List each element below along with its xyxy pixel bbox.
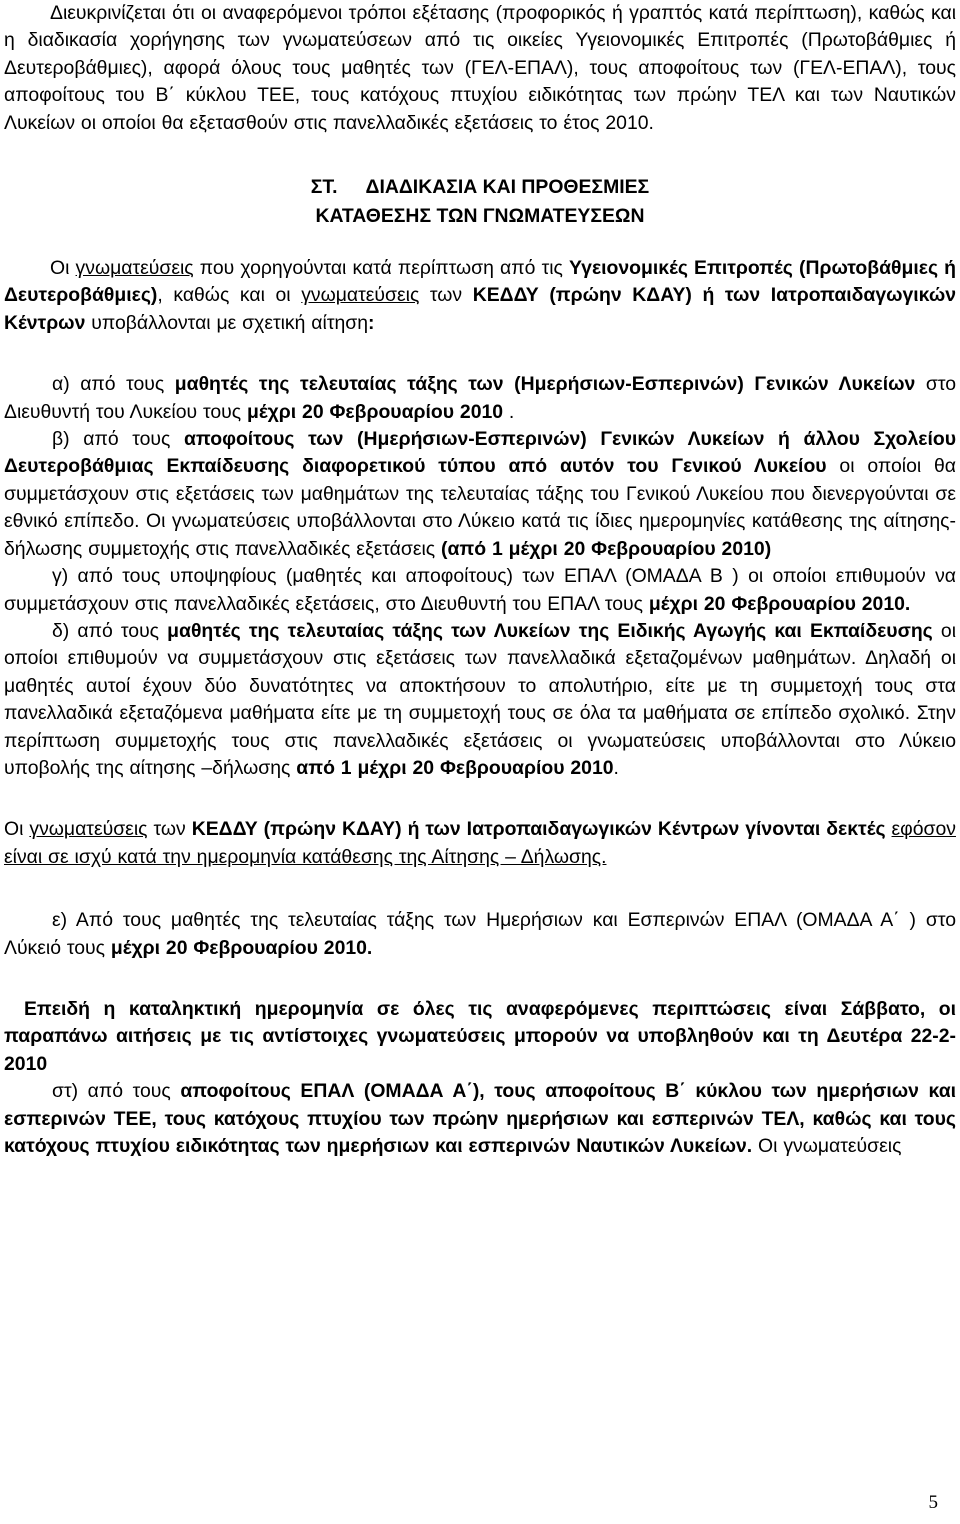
text-run: στ) από τους: [52, 1080, 181, 1103]
bold-run: ΚΕΔΔΥ (πρώην ΚΔΑΥ) ή των Ιατροπαιδαγωγικών Κέντρων: [4, 284, 957, 334]
underlined-run: γνωματεύσεις: [75, 257, 194, 280]
text-run: γ) από τους υποψηφίους (μαθητές και αποφοίτους) των ΕΠΑΛ (ΟΜΑΔΑ Β ) οι οποίοι επιθυμούν να συμμετάσχουν στις πανελλαδικές εξετάσεις, στο Διευθυντή του ΕΠΑΛ τους: [4, 565, 956, 615]
text-run: .: [503, 400, 515, 423]
bold-run: μέχρι 20 Φεβρουαρίου 2010.: [648, 592, 911, 615]
submission-paragraph: [4, 255, 956, 337]
underlined-run: γνωματεύσεις: [301, 284, 420, 307]
item-st-paragraph: [4, 1078, 956, 1160]
text-run: Οι γνωματεύσεις: [752, 1135, 902, 1157]
item-d-paragraph: [4, 618, 956, 782]
bold-run: Υγειονομικές Επιτροπές (Πρωτοβάθμιες ή Δευτεροβάθμιες): [4, 257, 957, 307]
section-title-2: ΚΑΤΑΘΕΣΗΣ ΤΩΝ ΓΝΩΜΑΤΕΥΣΕΩΝ: [315, 205, 645, 228]
text-run: υποβάλλονται με σχετική αίτηση: [85, 311, 369, 334]
item-e-paragraph: [4, 907, 956, 962]
item-a-paragraph: [4, 371, 956, 426]
text-run: που χορηγούνται κατά περίπτωση από τις: [193, 257, 570, 280]
bold-run: μαθητές της τελευταίας τάξης των Λυκείων της Ειδικής Αγωγής και Εκπαίδευσης: [167, 619, 933, 642]
underlined-run: εφόσον είναι σε ισχύ κατά την ημερομηνία κατάθεσης της Αίτησης – Δήλωσης.: [4, 818, 956, 868]
item-b-paragraph: [4, 426, 956, 563]
section-number: ΣΤ.: [310, 176, 338, 199]
section-heading: [4, 173, 956, 231]
text-run: , καθώς και οι: [157, 284, 302, 307]
text-run: οι οποίοι θα συμμετάσχουν στις εξετάσεις των μαθημάτων της τελευταίας τάξης του Γενικού Λυκείου που διενεργούνται σε εθνικό επίπεδο. Οι γνωματεύσεις υποβάλλονται στο Λύκειο κατά τις ίδιες ημερομηνίες κατάθεσης της αίτησης-δήλωσης συμμετοχής στις πανελλαδικές εξετάσεις: [4, 455, 956, 560]
document-body: [4, 0, 956, 1160]
saturday-note-paragraph: [4, 996, 956, 1078]
bold-run: μέχρι 20 Φεβρουαρίου 2010.: [110, 936, 373, 959]
text-run: δ) από τους: [52, 619, 168, 642]
bold-run: αποφοίτους ΕΠΑΛ (ΟΜΑΔΑ Α΄), τους αποφοίτους Β΄ κύκλου των ημερήσιων και εσπερινών ΤΕΕ, τους κατόχους πτυχίου των πρώην ημερήσιων και εσπερινών ΤΕΛ, καθώς και τους κατόχους πτυχίου ειδικότητας των ημερήσιων και εσπερινών Ναυτικών Λυκείων.: [4, 1080, 956, 1157]
section-title-1: ΔΙΑΔΙΚΑΣΙΑ ΚΑΙ ΠΡΟΘΕΣΜΙΕΣ: [365, 176, 650, 199]
bold-run: από 1 μέχρι 20 Φεβρουαρίου 2010: [296, 756, 614, 779]
text-run: ε) Από τους μαθητές της τελευταίας τάξης των Ημερήσιων και Εσπερινών ΕΠΑΛ (ΟΜΑΔΑ Α΄ ) στο Λύκειό τους: [4, 909, 956, 959]
text-run: στο Διευθυντή του Λυκείου τους: [4, 373, 956, 423]
bold-run: μαθητές της τελευταίας τάξης των (Ημερήσιων-Εσπερινών) Γενικών Λυκείων: [174, 373, 916, 396]
bold-run: Επειδή η καταληκτική ημερομηνία σε όλες τις αναφερόμενες περιπτώσεις είναι Σάββατο, οι παραπάνω αιτήσεις με τις αντίστοιχες γνωματεύσεις μπορούν να υποβληθούν και τη Δευτέρα 22-2-2010: [4, 997, 956, 1075]
text-run: α) από τους: [52, 373, 175, 396]
text-run: των: [419, 284, 473, 307]
item-g-paragraph: [4, 563, 956, 618]
text-run: Διευκρινίζεται ότι οι αναφερόμενοι τρόποι εξέτασης (προφορικός ή γραπτός κατά περίπτωση), καθώς και η διαδικασία χορήγησης των γνωματεύσεων από τις οικείες Υγειονομικές Επιτροπές (Πρωτοβάθμιες ή Δευτεροβάθμιες), αφορά όλους τους μαθητές των (ΓΕΛ-ΕΠΑΛ), τους αποφοίτους των (ΓΕΛ-ΕΠΑΛ), τους αποφοίτους του Β΄ κύκλου ΤΕΕ, τους κατόχους πτυχίου ειδικότητας των πρώην ΤΕΛ και των Ναυτικών Λυκείων οι οποίοι θα εξετασθούν στις πανελλαδικές εξετάσεις το έτος 2010.: [4, 2, 956, 134]
text-run: .: [613, 756, 619, 779]
bold-run: ΚΕΔΔΥ (πρώην ΚΔΑΥ) ή των Ιατροπαιδαγωγικών Κέντρων γίνονται δεκτές: [191, 818, 886, 841]
text-run: των: [147, 818, 192, 841]
text-run: β) από τους: [52, 428, 184, 451]
bold-run: μέχρι 20 Φεβρουαρίου 2010: [247, 400, 504, 423]
intro-paragraph: [4, 0, 956, 137]
bold-run: (από 1 μέχρι 20 Φεβρουαρίου 2010): [441, 537, 772, 560]
text-run: Οι: [4, 818, 30, 841]
bold-run: :: [368, 311, 375, 334]
underlined-run: γνωματεύσεις: [29, 818, 148, 841]
section-heading-line-1: [4, 173, 956, 202]
text-run: Οι: [50, 257, 76, 280]
kedy-paragraph: [4, 816, 956, 871]
bold-run: αποφοίτους των (Ημερήσιων-Εσπερινών) Γενικών Λυκείων ή άλλου Σχολείου Δευτεροβάθμιας Εκπαίδευσης διαφορετικού τύπου από αυτόν του Γενικού Λυκείου: [4, 428, 956, 478]
text-run: οι οποίοι επιθυμούν να συμμετάσχουν στις εξετάσεις των πανελλαδικά εξεταζομένων μαθημάτων. Δηλαδή οι μαθητές αυτοί έχουν δύο δυνατότητες να αποκτήσουν το απολυτήριο, είτε με τη συμμετοχή τους στα πανελλαδικά εξεταζόμενα μαθήματα είτε με τη συμμετοχή τους σε όλα τα μαθήματα σε επίπεδο σχολικό. Στην περίπτωση συμμετοχής τους στις πανελλαδικές εξετάσεις οι γνωματεύσεις υποβάλλονται στο Λύκειο υποβολής της αίτησης –δήλωσης: [4, 619, 956, 779]
page-number: 5: [928, 1491, 938, 1513]
